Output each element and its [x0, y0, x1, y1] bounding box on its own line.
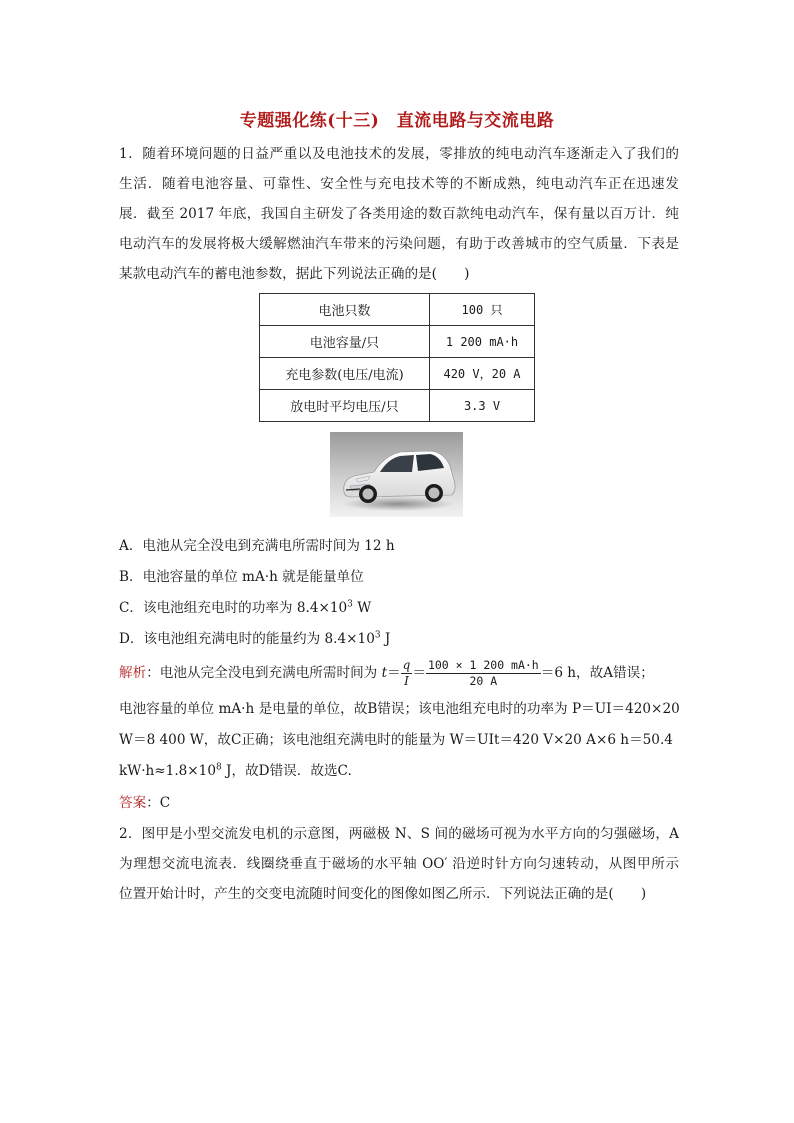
text-line: 2．图甲是小型交流发电机的示意图，两磁极 N、S 间的磁场可视为水平方向的匀强磁场，A — [119, 826, 679, 842]
equals-sign: ＝ — [412, 665, 426, 681]
text-line: 位置开始计时，产生的交变电流随时间变化的图像如图乙所示．下列说法正确的是( ) — [119, 886, 647, 902]
fraction-time-calc — [426, 658, 541, 689]
text-line: 展．截至 2017 年底，我国自主研发了各类用途的数百款纯电动汽车，保有量以百万计．纯 — [119, 206, 679, 222]
page-title: 专题强化练(十三) 直流电路与交流电路 — [239, 111, 555, 131]
analysis-label: 解析 — [119, 665, 147, 681]
table-row — [260, 358, 535, 390]
answer-label: 答案 — [119, 795, 147, 811]
table-cell-param: 电池只数 — [260, 294, 430, 326]
table-cell-param: 充电参数(电压/电流) — [260, 358, 430, 390]
option-c-unit: W — [352, 600, 372, 616]
electric-car-image — [330, 432, 463, 517]
table-row — [260, 326, 535, 358]
analysis-line-3: W＝8 400 W，故C正确；该电池组充满电时的能量为 W＝UIt＝420 V×20 A×6 h＝50.4 — [119, 732, 673, 748]
analysis-text: ：电池从完全没电到充满电所需时间为 — [146, 665, 382, 681]
text-line: 电动汽车的发展将极大缓解燃油汽车带来的污染问题，有助于改善城市的空气质量．下表是 — [119, 236, 679, 252]
text-line: 某款电动汽车的蓄电池参数，据此下列说法正确的是( ) — [119, 266, 470, 282]
analysis-line-2: 电池容量的单位 mA·h 是电量的单位，故B错误；该电池组充电时的功率为 P＝UI＝420×20 — [119, 701, 680, 717]
table-cell-value: 420 V，20 A — [430, 358, 535, 390]
option-a: A．电池从完全没电到充满电所需时间为 12 h — [119, 538, 395, 554]
table-cell-value: 1 200 mA·h — [430, 326, 535, 358]
exponent: 8 — [215, 762, 222, 773]
battery-parameter-table — [259, 293, 535, 422]
option-d-unit: J — [380, 631, 391, 647]
fraction-numerator: q — [402, 658, 411, 672]
analysis-text: ＝6 h，故A错误； — [540, 665, 654, 681]
variable-t: t — [381, 665, 388, 681]
table-cell-value: 100 只 — [430, 294, 535, 326]
table-row — [260, 294, 535, 326]
table-cell-value: 3.3 V — [430, 390, 535, 422]
text-line: 生活．随着电池容量、可靠性、安全性与充电技术等的不断成熟，纯电动汽车正在迅速发 — [119, 176, 679, 192]
exponent: 3 — [374, 630, 381, 641]
fraction-numerator: 100 × 1 200 mA·h — [427, 658, 539, 672]
option-c — [119, 596, 371, 616]
table-row — [260, 390, 535, 422]
analysis-line-4 — [119, 759, 352, 779]
fraction-denominator: I — [404, 674, 409, 688]
table-cell-param: 电池容量/只 — [260, 326, 430, 358]
text-line: 为理想交流电流表．线圈绕垂直于磁场的水平轴 OO′ 沿逆时针方向匀速转动，从图甲所示 — [119, 856, 679, 872]
option-d-text: D．该电池组充满电时的能量约为 8.4×10 — [119, 631, 375, 647]
exponent: 3 — [347, 599, 353, 610]
option-c-text: C．该电池组充电时的功率为 8.4×10 — [119, 600, 348, 616]
option-d — [119, 627, 390, 647]
question-2-stem — [119, 819, 679, 909]
table-cell-param: 放电时平均电压/只 — [260, 390, 430, 422]
analysis-line-1 — [119, 658, 679, 692]
analysis-text: kW·h≈1.8×10 — [119, 763, 216, 779]
fraction-denominator: 20 A — [469, 674, 498, 688]
fraction-q-over-i — [401, 658, 413, 689]
question-1-stem — [119, 139, 679, 289]
answer-line — [119, 791, 170, 811]
text-line: 1．随着环境问题的日益严重以及电池技术的发展，零排放的纯电动汽车逐渐走入了我们的 — [119, 146, 679, 162]
option-b: B．电池容量的单位 mA·h 就是能量单位 — [119, 569, 364, 585]
analysis-text: J，故D错误．故选C. — [221, 763, 352, 779]
answer-value: ：C — [146, 795, 171, 811]
equals-sign: ＝ — [387, 665, 401, 681]
